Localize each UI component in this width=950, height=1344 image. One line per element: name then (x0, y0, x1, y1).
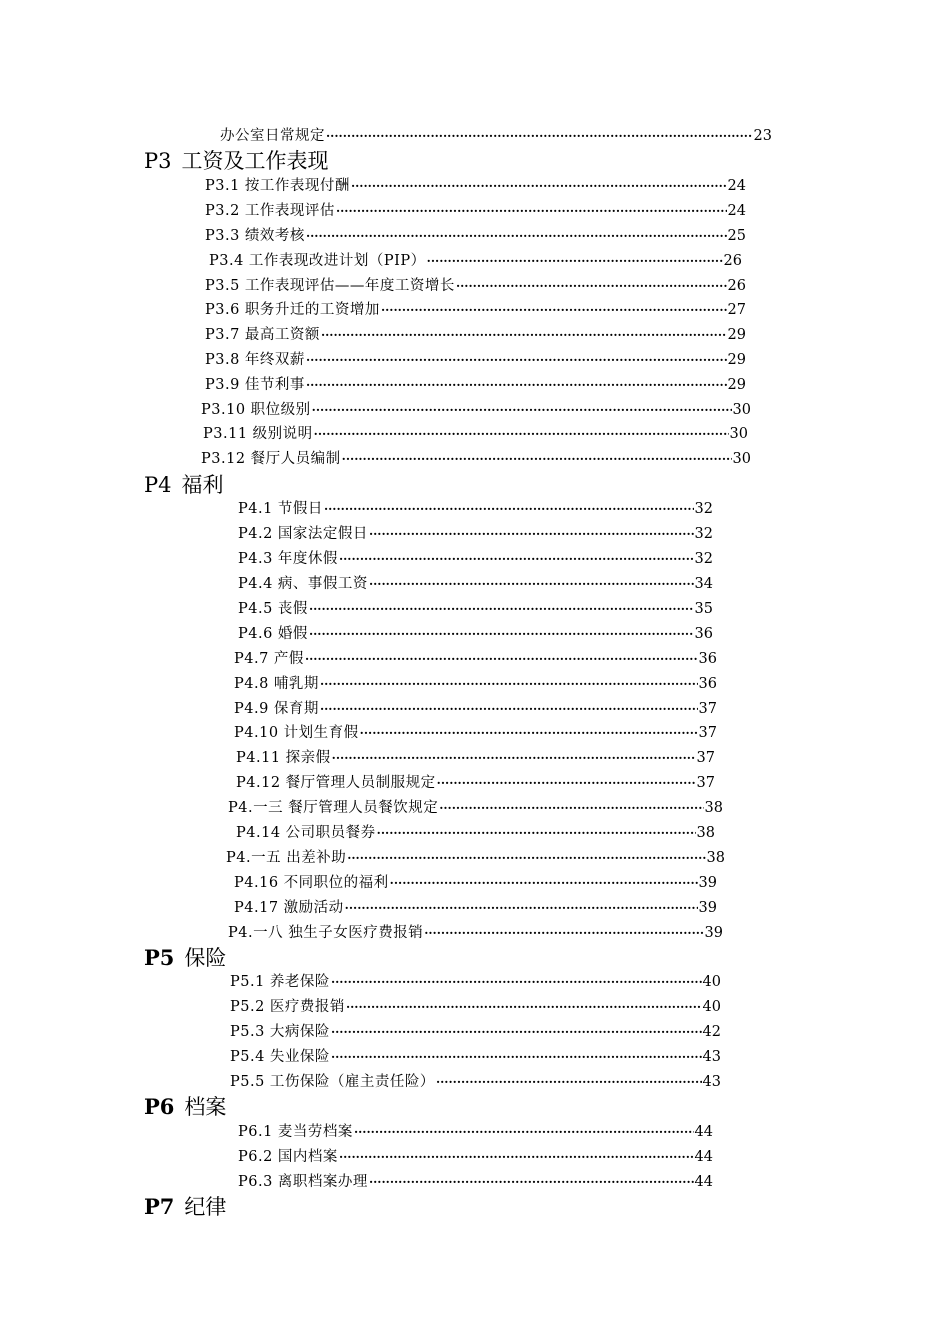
toc-entry[interactable] (205, 350, 746, 370)
toc-entry[interactable] (234, 723, 717, 743)
dot-leader (336, 201, 727, 221)
toc-page-number: 39 (698, 875, 717, 891)
toc-entry[interactable] (236, 823, 715, 843)
toc-entry[interactable] (234, 873, 717, 893)
toc-entry-title: P4.9 保育期 (234, 701, 319, 717)
section-title: 工资及工作表现 (181, 149, 329, 173)
section-title: 纪律 (184, 1195, 227, 1219)
toc-page-number: 38 (704, 800, 723, 816)
toc-entry-title: P4.12 餐厅管理人员制服规定 (236, 775, 436, 791)
toc-entry[interactable] (205, 276, 746, 296)
dot-leader (345, 898, 698, 918)
section-title: 福利 (181, 473, 224, 497)
toc-entry-title: P5.3 大病保险 (230, 1024, 330, 1040)
toc-entry-title: P5.5 工伤保险（雇主责任险） (230, 1074, 435, 1090)
toc-page-number: 25 (727, 228, 746, 244)
dot-leader (309, 624, 694, 644)
toc-entry[interactable] (238, 1147, 713, 1167)
dot-leader (306, 226, 727, 246)
dot-leader (369, 524, 694, 544)
toc-page-number: 35 (694, 601, 713, 617)
toc-entry[interactable] (205, 300, 746, 320)
dot-leader (320, 674, 698, 694)
toc-entry[interactable] (238, 1172, 713, 1192)
dot-leader (306, 350, 727, 370)
toc-entry-title: P3.8 年终双薪 (205, 352, 305, 368)
dot-leader (320, 699, 698, 719)
toc-page-number: 24 (727, 203, 746, 219)
toc-entry-title: P4.2 国家法定假日 (238, 526, 368, 542)
toc-entry[interactable] (238, 599, 713, 619)
toc-page-number: 40 (702, 999, 721, 1015)
dot-leader (439, 798, 703, 818)
dot-leader (326, 126, 753, 146)
toc-entry-title: P4.一五 出差补助 (226, 850, 347, 866)
dot-leader (312, 400, 732, 420)
dot-leader (360, 723, 698, 743)
toc-page-number: 23 (753, 128, 772, 144)
toc-entry[interactable] (230, 1072, 721, 1092)
toc-entry[interactable] (203, 424, 748, 444)
dot-leader (339, 549, 694, 569)
dot-leader (346, 997, 702, 1017)
toc-page-number: 44 (694, 1124, 713, 1140)
toc-entry-title: P4.10 计划生育假 (234, 725, 359, 741)
toc-entry-title: P4.17 激励活动 (234, 900, 344, 916)
toc-page-number: 39 (704, 925, 723, 941)
toc-page-number: 36 (694, 626, 713, 642)
toc-entry-title: P4.5 丧假 (238, 601, 308, 617)
dot-leader (306, 375, 727, 395)
toc-page-number: 27 (727, 302, 746, 318)
toc-entry[interactable] (238, 1122, 713, 1142)
toc-page-number: 36 (698, 651, 717, 667)
toc-entry[interactable] (234, 674, 717, 694)
dot-leader (424, 923, 703, 943)
toc-entry[interactable] (238, 549, 713, 569)
toc-entry[interactable] (230, 997, 721, 1017)
toc-page-number: 24 (727, 178, 746, 194)
section-number: P6 (144, 1094, 175, 1119)
toc-page-number: 44 (694, 1149, 713, 1165)
toc-page-number: 30 (729, 426, 748, 442)
toc-entry-title: P3.4 工作表现改进计划（PIP） (209, 253, 426, 269)
dot-leader (427, 251, 723, 271)
toc-entry[interactable] (226, 848, 725, 868)
toc-entry-title: P3.10 职位级别 (201, 402, 311, 418)
toc-entry-title: P4.14 公司职员餐券 (236, 825, 376, 841)
toc-page-number: 38 (706, 850, 725, 866)
section-title: 保险 (184, 946, 227, 970)
section-number: P3 (144, 149, 172, 173)
toc-entry[interactable] (234, 699, 717, 719)
dot-leader (305, 649, 698, 669)
toc-page-number: 37 (698, 725, 717, 741)
toc-page-number: 32 (694, 501, 713, 517)
toc-entry-title: P3.1 按工作表现付酬 (205, 178, 350, 194)
toc-entry-title: P4.8 哺乳期 (234, 676, 319, 692)
section-heading-p4[interactable] (144, 472, 224, 498)
dot-leader (314, 424, 729, 444)
toc-entry[interactable] (238, 624, 713, 644)
dot-leader (390, 873, 698, 893)
dot-leader (381, 300, 727, 320)
toc-page-number: 43 (702, 1074, 721, 1090)
toc-entry[interactable] (234, 649, 717, 669)
dot-leader (369, 574, 694, 594)
toc-entry[interactable] (238, 574, 713, 594)
toc-entry[interactable] (228, 923, 723, 943)
toc-page-number: 40 (702, 974, 721, 990)
dot-leader (331, 972, 702, 992)
toc-entry[interactable] (205, 201, 746, 221)
toc-entry[interactable] (205, 325, 746, 345)
toc-page-number: 30 (732, 402, 751, 418)
dot-leader (369, 1172, 694, 1192)
toc-page-number: 29 (727, 352, 746, 368)
toc-entry-title: P5.1 养老保险 (230, 974, 330, 990)
dot-leader (332, 748, 696, 768)
toc-entry-title: P4.一三 餐厅管理人员餐饮规定 (228, 800, 439, 816)
toc-entry[interactable] (234, 898, 717, 918)
toc-entry-title: 办公室日常规定 (220, 128, 325, 144)
toc-entry-title: P4.4 病、事假工资 (238, 576, 368, 592)
section-number: P7 (144, 1194, 175, 1219)
dot-leader (354, 1122, 694, 1142)
toc-entry[interactable] (236, 773, 715, 793)
toc-page-number: 42 (702, 1024, 721, 1040)
section-number: P5 (144, 945, 175, 970)
dot-leader (339, 1147, 694, 1167)
toc-page-number: 39 (698, 900, 717, 916)
toc-page-number: 36 (698, 676, 717, 692)
dot-leader (342, 449, 732, 469)
toc-entry-title: P3.5 工作表现评估——年度工资增长 (205, 278, 455, 294)
toc-entry[interactable] (238, 524, 713, 544)
toc-entry[interactable] (205, 375, 746, 395)
toc-entry-title: P3.9 佳节利事 (205, 377, 305, 393)
toc-page-number: 37 (696, 775, 715, 791)
section-heading-p7[interactable] (144, 1194, 226, 1220)
toc-page-number: 26 (723, 253, 742, 269)
toc-page-number: 37 (696, 750, 715, 766)
toc-page-number: 44 (694, 1174, 713, 1190)
toc-entry[interactable] (230, 972, 721, 992)
toc-entry-title: P4.11 探亲假 (236, 750, 331, 766)
section-heading-p5[interactable] (144, 945, 226, 971)
toc-entry-title: P6.3 离职档案办理 (238, 1174, 368, 1190)
toc-entry[interactable] (205, 176, 746, 196)
toc-entry-title: P4.6 婚假 (238, 626, 308, 642)
toc-page-number: 32 (694, 551, 713, 567)
toc-entry[interactable] (209, 251, 742, 271)
toc-page-number: 43 (702, 1049, 721, 1065)
toc-entry-title: P3.3 绩效考核 (205, 228, 305, 244)
toc-page-number: 29 (727, 377, 746, 393)
toc-entry[interactable] (228, 798, 723, 818)
dot-leader (309, 599, 694, 619)
toc-page-number: 26 (727, 278, 746, 294)
dot-leader (347, 848, 705, 868)
dot-leader (436, 1072, 702, 1092)
toc-entry-title: P3.2 工作表现评估 (205, 203, 335, 219)
toc-entry-title: P3.11 级别说明 (203, 426, 313, 442)
section-title: 档案 (184, 1095, 227, 1119)
toc-entry-title: P4.3 年度休假 (238, 551, 338, 567)
dot-leader (456, 276, 727, 296)
toc-entry[interactable] (205, 226, 746, 246)
toc-entry-title: P4.7 产假 (234, 651, 304, 667)
dot-leader (331, 1022, 702, 1042)
toc-entry-title: P4.一八 独生子女医疗费报销 (228, 925, 424, 941)
section-heading-p6[interactable] (144, 1094, 226, 1120)
toc-entry[interactable] (236, 748, 715, 768)
dot-leader (331, 1047, 702, 1067)
toc-page-number: 38 (696, 825, 715, 841)
dot-leader (321, 325, 727, 345)
dot-leader (377, 823, 696, 843)
toc-page-number: 37 (698, 701, 717, 717)
toc-entry-title: P3.6 职务升迁的工资增加 (205, 302, 380, 318)
toc-entry[interactable] (230, 1022, 721, 1042)
toc-entry-title: P5.2 医疗费报销 (230, 999, 345, 1015)
section-number: P4 (144, 473, 172, 497)
toc-entry-title: P6.1 麦当劳档案 (238, 1124, 353, 1140)
toc-entry-title: P6.2 国内档案 (238, 1149, 338, 1165)
toc-entry-title: P3.12 餐厅人员编制 (201, 451, 341, 467)
toc-page-number: 30 (732, 451, 751, 467)
toc-entry-title: P5.4 失业保险 (230, 1049, 330, 1065)
toc-entry[interactable] (238, 499, 713, 519)
dot-leader (324, 499, 694, 519)
section-heading-p3[interactable] (144, 148, 329, 174)
toc-entry[interactable] (201, 449, 751, 469)
toc-entry-title: P4.16 不同职位的福利 (234, 875, 389, 891)
toc-entry-title: P3.7 最高工资额 (205, 327, 320, 343)
toc-page-number: 29 (727, 327, 746, 343)
toc-entry-title: P4.1 节假日 (238, 501, 323, 517)
toc-entry[interactable] (201, 400, 751, 420)
toc-entry-intro[interactable] (220, 126, 772, 146)
dot-leader (351, 176, 727, 196)
toc-page-number: 32 (694, 526, 713, 542)
toc-entry[interactable] (230, 1047, 721, 1067)
toc-page-number: 34 (694, 576, 713, 592)
dot-leader (437, 773, 696, 793)
